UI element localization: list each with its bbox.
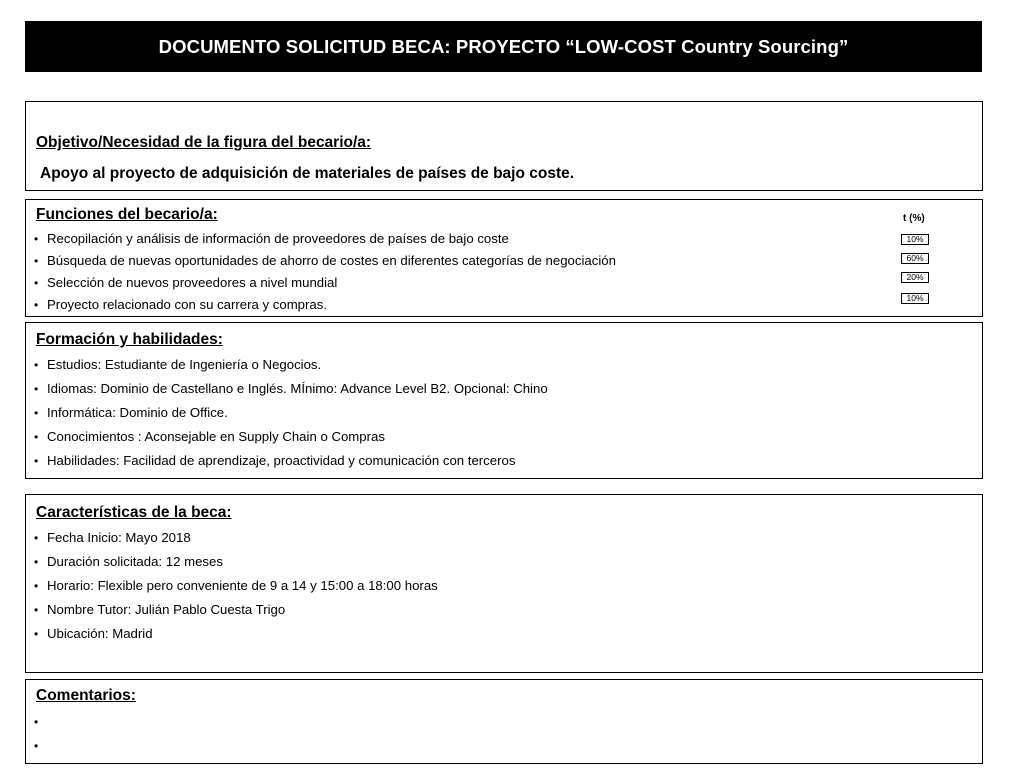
bullet-icon: • [34,603,39,617]
caracteristicas-list [34,526,438,646]
list-item [34,550,438,574]
objetivo-text: Apoyo al proyecto de adquisición de materiales de países de bajo coste. [40,165,575,182]
percentage-box: 60% [901,253,929,264]
comentarios-heading: Comentarios: [36,687,136,704]
bullet-icon: • [34,739,39,753]
list-item-text: Habilidades: Facilidad de aprendizaje, proactividad y comunicación con terceros [47,453,516,468]
bullet-icon: • [34,579,39,593]
objetivo-heading: Objetivo/Necesidad de la figura del becario/a: [36,134,372,151]
bullet-icon: • [34,454,39,468]
percentage-box: 20% [901,272,929,283]
caracteristicas-heading: Características de la beca: [36,504,232,521]
bullet-icon: • [34,430,39,444]
document-title-bar [25,21,982,72]
bullet-icon: • [34,531,39,545]
bullet-icon: • [34,627,39,641]
bullet-icon: • [34,254,39,268]
section-caracteristicas [25,494,983,673]
list-item-text: Estudios: Estudiante de Ingeniería o Negocios. [47,357,322,372]
bullet-icon: • [34,715,39,729]
comentarios-list [34,710,47,758]
list-item [34,574,438,598]
list-item-text: Ubicación: Madrid [47,626,153,641]
list-item [34,598,438,622]
formacion-heading: Formación y habilidades: [36,331,223,348]
funciones-list [34,228,616,316]
list-item-text: Idiomas: Dominio de Castellano e Inglés. MÍnimo: Advance Level B2. Opcional: Chino [47,381,548,396]
bullet-icon: • [34,555,39,569]
list-item-text: Fecha Inicio: Mayo 2018 [47,530,191,545]
list-item-text: Búsqueda de nuevas oportunidades de ahorro de costes en diferentes categorías de negociación [47,253,616,268]
bullet-icon: • [34,382,39,396]
bullet-icon: • [34,298,39,312]
list-item-text: Duración solicitada: 12 meses [47,554,223,569]
bullet-icon: • [34,406,39,420]
list-item [34,401,548,425]
percentage-box: 10% [901,234,929,245]
percentage-column-header: t (%) [903,213,925,224]
funciones-heading: Funciones del becario/a: [36,206,218,223]
list-item-text: Horario: Flexible pero conveniente de 9 a 14 y 15:00 a 18:00 horas [47,578,438,593]
list-item-text: Nombre Tutor: Julián Pablo Cuesta Trigo [47,602,286,617]
formacion-list [34,353,548,473]
list-item [34,526,438,550]
list-item [34,449,548,473]
list-item [34,353,548,377]
list-item [34,294,616,316]
percentage-box: 10% [901,293,929,304]
list-item-text: Conocimientos : Aconsejable en Supply Chain o Compras [47,429,385,444]
document-title: DOCUMENTO SOLICITUD BECA: PROYECTO “LOW-COST Country Sourcing” [158,35,849,57]
list-item-text: Proyecto relacionado con su carrera y compras. [47,297,327,312]
section-formacion [25,322,983,479]
list-item [34,425,548,449]
list-item-text: Selección de nuevos proveedores a nivel mundial [47,275,338,290]
list-item-text: Informática: Dominio de Office. [47,405,228,420]
bullet-icon: • [34,232,39,246]
list-item [34,250,616,272]
list-item [34,734,47,758]
section-objetivo [25,101,983,191]
list-item-text: Recopilación y análisis de información de proveedores de países de bajo coste [47,231,509,246]
list-item [34,377,548,401]
section-comentarios [25,679,983,764]
list-item [34,622,438,646]
list-item [34,228,616,250]
section-funciones [25,199,983,317]
bullet-icon: • [34,358,39,372]
bullet-icon: • [34,276,39,290]
list-item [34,710,47,734]
list-item [34,272,616,294]
